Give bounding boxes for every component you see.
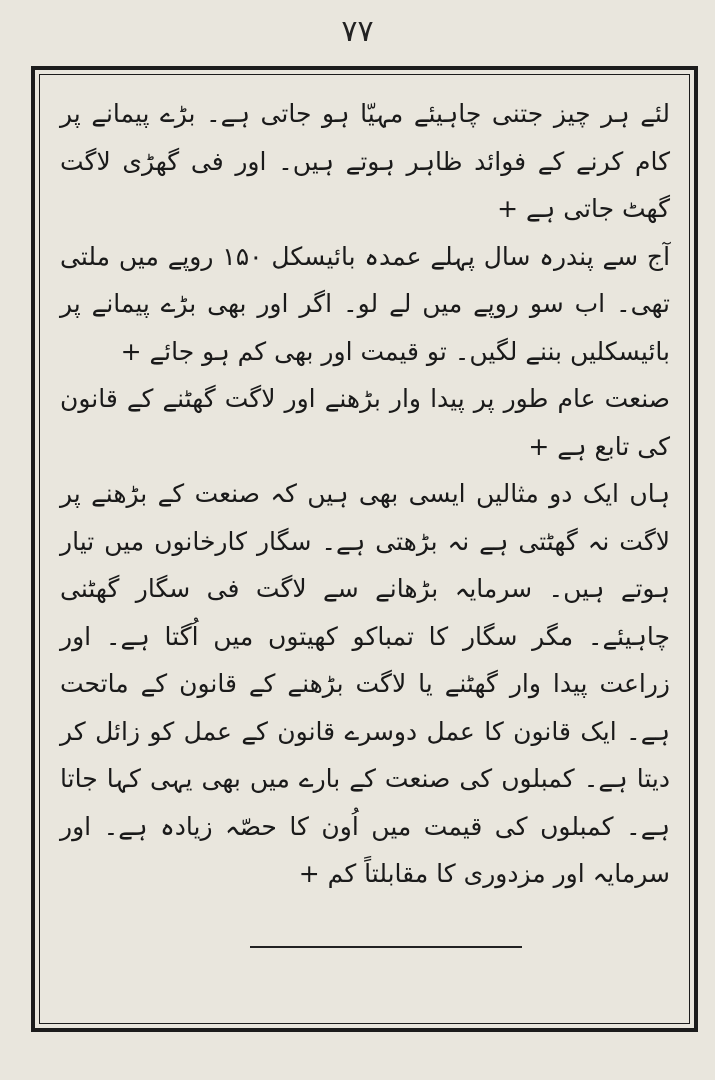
paragraph-1: لئے ہر چیز جتنی چاہیئے مہیّا ہو جاتی ہے۔ بڑے پیمانے پر کام کرنے کے فوائد ظاہر ہوتے ہیں۔ اور فی گھڑی لاگت گھٹ جاتی ہے + xyxy=(60,99,670,223)
body-text xyxy=(60,90,670,898)
paragraph-4: ہاں ایک دو مثالیں ایسی بھی ہیں کہ صنعت کے بڑھنے پر لاگت نہ گھٹتی ہے نہ بڑھتی ہے۔ سگار کارخانوں میں تیار ہوتے ہیں۔ سرمایہ بڑھانے سے لاگت فی سگار گھٹنی چاہیئے۔ مگر سگار کا تمباکو کھیتوں میں اُگتا ہے۔ اور زراعت پیدا وار گھٹنے یا لاگت بڑھنے کے قانون کے ماتحت ہے۔ ایک قانون کا عمل دوسرے قانون کے عمل کو زائل کر دیتا ہے۔ کمبلوں کی صنعت کے بارے میں بھی یہی کہا جاتا ہے۔ کمبلوں کی قیمت میں اُون کا حصّہ زیادہ ہے۔ اور سرمایہ اور مزدوری کا مقابلتاً کم + xyxy=(60,479,670,888)
paragraph-3: صنعت عام طور پر پیدا وار بڑھنے اور لاگت گھٹنے کے قانون کی تابع ہے + xyxy=(60,384,670,461)
paragraph-2: آج سے پندرہ سال پہلے عمدہ بائیسکل ۱۵۰ روپے میں ملتی تھی۔ اب سو روپے میں لے لو۔ اگر اور بھی بڑے پیمانے پر بائیسکلیں بننے لگیں۔ تو قیمت اور بھی کم ہو جائے + xyxy=(60,241,671,366)
section-divider-line xyxy=(250,946,522,948)
page-number: ۷۷ xyxy=(341,14,374,49)
